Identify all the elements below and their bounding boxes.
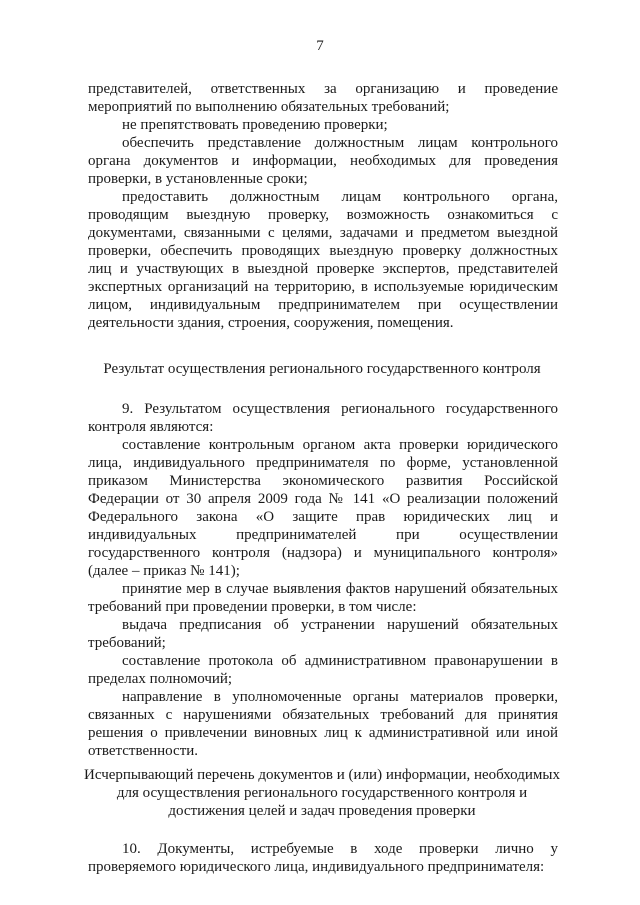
paragraph: выдача предписания об устранении нарушений обязательных требований; bbox=[88, 617, 558, 651]
paragraph: представителей, ответственных за организацию и проведение мероприятий по выполнению обязательных требований; bbox=[88, 81, 558, 115]
heading-line: для осуществления регионального государственного контроля и bbox=[116, 785, 528, 801]
section-heading-documents bbox=[80, 766, 564, 820]
section-obligations bbox=[88, 80, 558, 332]
section-documents bbox=[88, 840, 558, 876]
heading-line: достижения целей и задач проведения проверки bbox=[168, 803, 476, 819]
heading-line: Исчерпывающий перечень документов и (или) информации, необходимых bbox=[84, 767, 560, 783]
paragraph: принятие мер в случае выявления фактов нарушений обязательных требований при проведении проверки, в том числе: bbox=[88, 581, 558, 615]
paragraph: 10. Документы, истребуемые в ходе проверки лично у проверяемого юридического лица, индивидуального предпринимателя: bbox=[88, 841, 558, 875]
paragraph: не препятствовать проведению проверки; bbox=[122, 117, 388, 133]
paragraph: 9. Результатом осуществления регионального государственного контроля являются: bbox=[88, 401, 558, 435]
section-heading-result bbox=[80, 360, 564, 378]
section-result bbox=[88, 400, 558, 760]
page-number: 7 bbox=[316, 38, 324, 54]
heading-text: Результат осуществления регионального государственного контроля bbox=[103, 361, 541, 377]
paragraph: составление протокола об административном правонарушении в пределах полномочий; bbox=[88, 653, 558, 687]
paragraph: составление контрольным органом акта проверки юридического лица, индивидуального предпринимателя по форме, установленной приказом Министерства экономического развития Российской Федерации от 30 апреля 2009 года № 141 «О реализации положений Федерального закона «О защите прав юридических лиц и индивидуальных предпринимателей при осуществлении государственного контроля (надзора) и муниципального контроля» (далее – приказ № 141); bbox=[88, 437, 558, 579]
paragraph: предоставить должностным лицам контрольного органа, проводящим выездную проверку, возможность ознакомиться с документами, связанными с целями, задачами и предметом выездной проверки, обеспечить проводящих выездную проверку должностных лиц и участвующих в выездной проверке экспертов, представителей экспертных организаций на территорию, в используемые юридическим лицом, индивидуальным предпринимателем при осуществлении деятельности здания, строения, сооружения, помещения. bbox=[88, 189, 558, 331]
paragraph: обеспечить представление должностным лицам контрольного органа документов и информации, необходимых для проведения проверки, в установленные сроки; bbox=[88, 135, 558, 187]
paragraph: направление в уполномоченные органы материалов проверки, связанных с нарушениями обязательных требований для принятия решения о привлечении виновных лиц к административной или иной ответственности. bbox=[88, 689, 558, 759]
